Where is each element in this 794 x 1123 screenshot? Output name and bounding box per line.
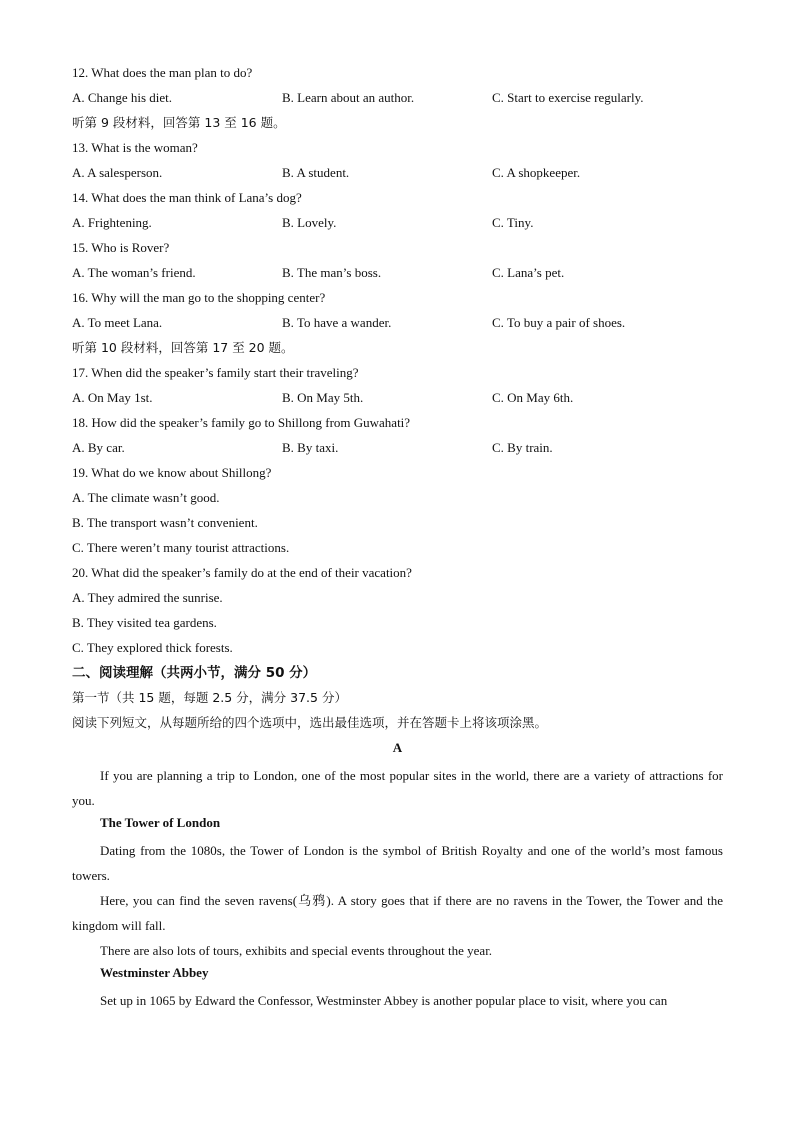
option-c: C. There weren’t many tourist attractions.	[72, 540, 290, 555]
options-13	[72, 163, 723, 188]
options-12	[72, 88, 723, 113]
paragraph-tower-2: Here, you can find the seven ravens(乌鸦). A story goes that if there are no ravens in the Tower, the Tower and the kingdom will fall.	[72, 893, 723, 933]
paragraph-abbey: Set up in 1065 by Edward the Confessor, Westminster Abbey is another popular place to visit, where you can	[100, 993, 668, 1008]
question-12: 12. What does the man plan to do?	[72, 65, 253, 80]
section-part-heading: 第一节（共 15 题，每题 2.5 分，满分 37.5 分）	[72, 690, 347, 705]
option-b: B. Learn about an author.	[282, 90, 415, 105]
options-14	[72, 213, 723, 238]
option-a: A. To meet Lana.	[72, 315, 163, 330]
option-c: C. Tiny.	[492, 215, 534, 230]
option-c: C. Start to exercise regularly.	[492, 90, 644, 105]
question-19: 19. What do we know about Shillong?	[72, 465, 272, 480]
question-15: 15. Who is Rover?	[72, 240, 170, 255]
options-15	[72, 263, 723, 288]
paragraph-tower-3: There are also lots of tours, exhibits and special events throughout the year.	[100, 943, 493, 958]
option-b: B. By taxi.	[282, 440, 339, 455]
option-c: C. A shopkeeper.	[492, 165, 581, 180]
option-a: A. They admired the sunrise.	[72, 590, 223, 605]
option-a: A. Change his diet.	[72, 90, 173, 105]
question-16: 16. Why will the man go to the shopping center?	[72, 290, 326, 305]
options-16	[72, 313, 723, 338]
options-18	[72, 438, 723, 463]
option-a: A. By car.	[72, 440, 125, 455]
options-17	[72, 388, 723, 413]
exam-page	[72, 63, 723, 1013]
option-a: A. The climate wasn’t good.	[72, 490, 220, 505]
option-b: B. To have a wander.	[282, 315, 392, 330]
instruction-section-9: 听第 9 段材料，回答第 13 至 16 题。	[72, 115, 286, 130]
option-b: B. The transport wasn’t convenient.	[72, 515, 258, 530]
instruction-section-10: 听第 10 段材料，回答第 17 至 20 题。	[72, 340, 294, 355]
passage-label: A	[392, 740, 403, 755]
option-b: B. A student.	[282, 165, 350, 180]
question-14: 14. What does the man think of Lana’s dog?	[72, 190, 302, 205]
option-c: C. They explored thick forests.	[72, 640, 233, 655]
option-b: B. They visited tea gardens.	[72, 615, 217, 630]
heading-abbey: Westminster Abbey	[100, 965, 209, 980]
option-a: A. On May 1st.	[72, 390, 153, 405]
option-c: C. On May 6th.	[492, 390, 574, 405]
section-title: 二、阅读理解（共两小节，满分 50 分）	[72, 665, 317, 681]
option-b: B. On May 5th.	[282, 390, 364, 405]
option-a: A. A salesperson.	[72, 165, 163, 180]
option-a: A. Frightening.	[72, 215, 152, 230]
paragraph-tower-1: Dating from the 1080s, the Tower of London is the symbol of British Royalty and one of the world’s most famous towers.	[72, 843, 723, 883]
heading-tower: The Tower of London	[100, 815, 221, 830]
option-b: B. Lovely.	[282, 215, 337, 230]
question-18: 18. How did the speaker’s family go to Shillong from Guwahati?	[72, 415, 411, 430]
section-instruction: 阅读下列短文，从每题所给的四个选项中，选出最佳选项，并在答题卡上将该项涂黑。	[72, 715, 548, 730]
question-13: 13. What is the woman?	[72, 140, 198, 155]
option-b: B. The man’s boss.	[282, 265, 382, 280]
option-c: C. To buy a pair of shoes.	[492, 315, 626, 330]
question-17: 17. When did the speaker’s family start their traveling?	[72, 365, 359, 380]
passage-intro: If you are planning a trip to London, one of the most popular sites in the world, there are a variety of attractions for you.	[72, 768, 723, 808]
option-c: C. Lana’s pet.	[492, 265, 565, 280]
question-20: 20. What did the speaker’s family do at the end of their vacation?	[72, 565, 412, 580]
option-a: A. The woman’s friend.	[72, 265, 196, 280]
option-c: C. By train.	[492, 440, 553, 455]
